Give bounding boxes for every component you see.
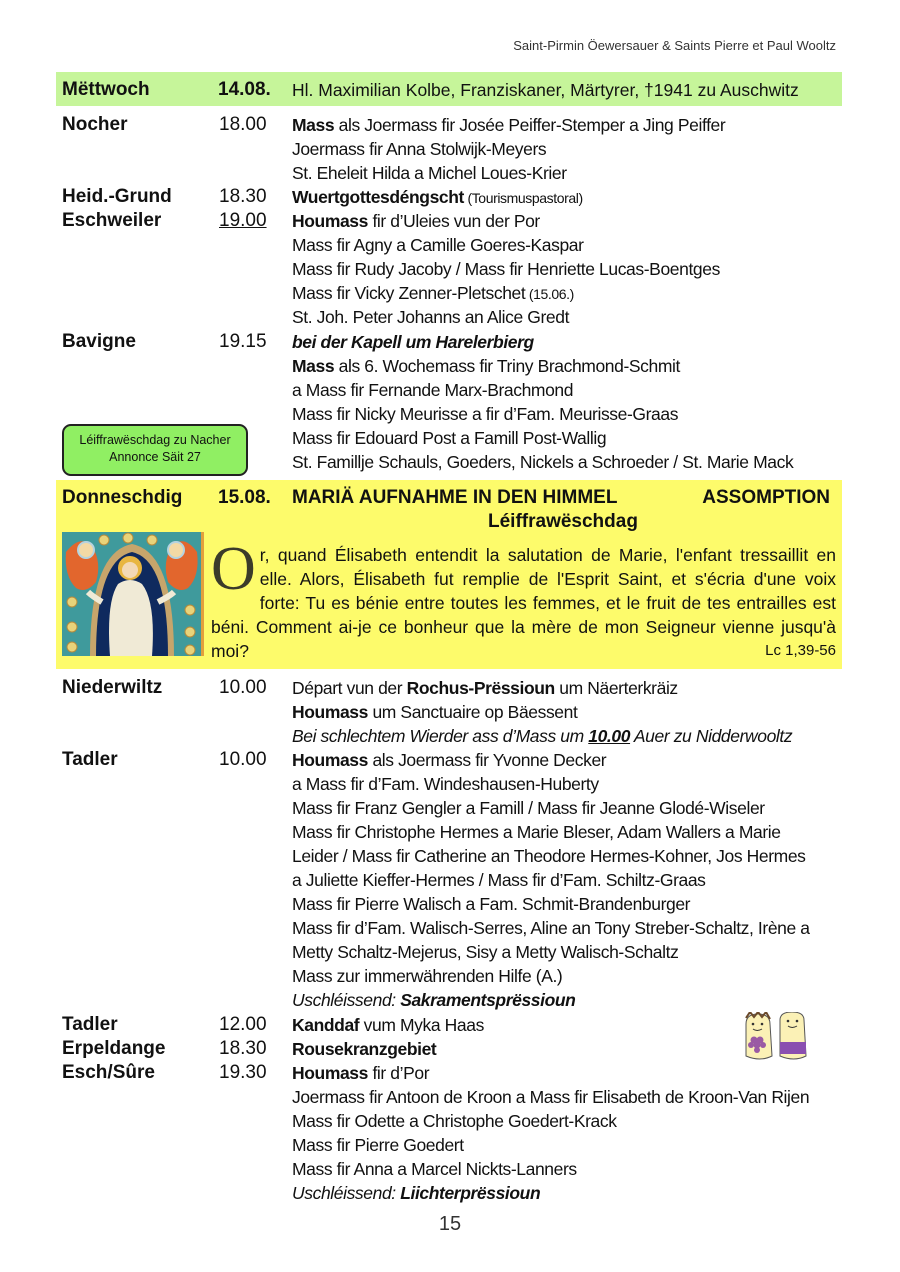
intention-text: Mass fir Christophe Hermes a Marie Bleser, Adam Wallers a Marie	[292, 822, 781, 842]
entry-time: 10.00	[219, 677, 267, 698]
entry-time: 12.00	[219, 1014, 267, 1035]
entry-intentions	[292, 748, 852, 1012]
day-date: 14.08.	[218, 79, 271, 100]
intention-line	[292, 233, 852, 257]
entry-place: Nocher	[62, 114, 128, 135]
intention-text: a Mass fir d’Fam. Windeshausen-Huberty	[292, 774, 599, 794]
assumption-icon-painting	[62, 532, 204, 656]
intention-line	[292, 964, 852, 988]
intention-text: fir d’Uleies vun der Por	[367, 211, 540, 231]
intention-line	[292, 892, 852, 916]
intention-line	[292, 1133, 852, 1157]
intention-line	[292, 772, 852, 796]
intention-line	[292, 1109, 852, 1133]
intention-text: a Juliette Kieffer-Hermes / Mass fir d’Fam. Schiltz-Graas	[292, 870, 706, 890]
day-name: Mëttwoch	[62, 79, 150, 100]
intention-bold: Houmass	[292, 1063, 368, 1083]
intention-line	[292, 796, 852, 820]
intention-italic: Uschléissend:	[292, 1183, 401, 1203]
intention-text: St. Eheleit Hilda a Michel Loues-Krier	[292, 163, 567, 183]
intention-text: Joermass fir Antoon de Kroon a Mass fir Elisabeth de Kroon-Van Rijen	[292, 1087, 810, 1107]
intention-line	[292, 988, 852, 1012]
entry-place: Bavigne	[62, 331, 136, 352]
intention-bold: Houmass	[292, 702, 368, 722]
intention-line	[292, 354, 852, 378]
entry-place: Erpeldange	[62, 1038, 166, 1059]
intention-text: Mass fir Pierre Walisch a Fam. Schmit-Brandenburger	[292, 894, 691, 914]
intention-text: Départ vun der	[292, 678, 407, 698]
day-date: 15.08.	[218, 487, 271, 508]
intention-line	[292, 330, 852, 354]
entry-time: 19.30	[219, 1062, 267, 1083]
entry-time: 18.00	[219, 114, 267, 135]
intention-line	[292, 137, 852, 161]
entry-place: Eschweiler	[62, 210, 162, 231]
entry-time: 19.00	[219, 210, 267, 231]
intention-bold: Rochus-Prëssioun	[406, 678, 555, 698]
intention-bold: Rousekranzgebiet	[292, 1039, 437, 1059]
entry-time: 18.30	[219, 1038, 267, 1059]
mascot-children-icon	[740, 1012, 814, 1062]
intention-line	[292, 820, 852, 844]
quote-text: r, quand Élisabeth entendit la salutation de Marie, l'enfant tressaillit en elle. Alors, Élisabeth fut remplie de l'Esprit Saint, et s'écria d'une voix forte: Tu es bénie entre toutes les femmes, et le fruit de tes entrailles est béni. Comment ai-je ce bonheur que la mère de mon Seigneur vienne jusqu'à moi?	[211, 545, 836, 661]
entry-intentions	[292, 676, 852, 748]
intention-line	[292, 113, 852, 137]
intention-line	[292, 1181, 852, 1205]
entry-time: 18.30	[219, 186, 267, 207]
intention-italic2: Auer zu Nidderwooltz	[630, 726, 793, 746]
wednesday-day-bar	[56, 72, 842, 106]
intention-line	[292, 940, 852, 964]
intention-line	[292, 748, 852, 772]
intention-line	[292, 450, 852, 474]
intention-text: St. Famillje Schauls, Goeders, Nickels a Schroeder / St. Marie Mack	[292, 452, 794, 472]
intention-italic: Bei schlechtem Wierder ass d’Mass um	[292, 726, 589, 746]
entry-place: Tadler	[62, 749, 118, 770]
intention-text: Mass fir Edouard Post a Famill Post-Wallig	[292, 428, 607, 448]
intention-text: fir d’Por	[367, 1063, 430, 1083]
feast-label: Hl. Maximilian Kolbe, Franziskaner, Märtyrer, †1941 zu Auschwitz	[292, 80, 799, 100]
assumption-painting-icon	[62, 532, 201, 656]
intention-text: a Mass fir Fernande Marx-Brachmond	[292, 380, 574, 400]
intention-text: als Joermass fir Josée Peiffer-Stemper a Jing Peiffer	[334, 115, 726, 135]
intention-text: Metty Schaltz-Mejerus, Sisy a Metty Walisch-Schaltz	[292, 942, 679, 962]
entry-intentions	[292, 209, 852, 329]
intention-text: Mass fir Odette a Christophe Goedert-Krack	[292, 1111, 617, 1131]
intention-text: Mass fir Anna a Marcel Nickts-Lanners	[292, 1159, 577, 1179]
intention-line	[292, 844, 852, 868]
entry-place: Heid.-Grund	[62, 186, 172, 207]
intention-text: Mass fir Agny a Camille Goeres-Kaspar	[292, 235, 584, 255]
intention-text: Leider / Mass fir Catherine an Theodore Hermes-Kohner, Jos Hermes	[292, 846, 806, 866]
entry-intentions	[292, 1061, 852, 1205]
thursday-feast-block	[56, 480, 842, 669]
intention-text: Mass fir Pierre Goedert	[292, 1135, 464, 1155]
intention-line	[292, 378, 852, 402]
feast-title: MARIÄ AUFNAHME IN DEN HIMMEL	[292, 487, 618, 508]
intention-line	[292, 402, 852, 426]
feast-title-luxembourgish: Léiffrawëschdag	[488, 511, 638, 532]
intention-line	[292, 1157, 852, 1181]
intention-text: als 6. Wochemass fir Triny Brachmond-Schmit	[334, 356, 680, 376]
intention-text: St. Joh. Peter Johanns an Alice Gredt	[292, 307, 570, 327]
intention-bolditalic: bei der Kapell um Harelerbierg	[292, 332, 534, 352]
intention-text: vum Myka Haas	[359, 1015, 484, 1035]
mascot-figures	[740, 1012, 814, 1062]
intention-text: Mass fir d’Fam. Walisch-Serres, Aline an Tony Streber-Schaltz, Irène a	[292, 918, 810, 938]
parish-header-title: Saint-Pirmin Öewersauer & Saints Pierre et Paul Wooltz	[513, 38, 836, 53]
intention-line	[292, 916, 852, 940]
intention-line	[292, 305, 852, 329]
intention-bolditalic: Liichterprëssioun	[400, 1183, 541, 1203]
entry-place: Esch/Sûre	[62, 1062, 155, 1083]
announcement-callout	[62, 424, 248, 476]
intention-text: Mass fir Franz Gengler a Famill / Mass fir Jeanne Glodé-Wiseler	[292, 798, 765, 818]
intention-text: Mass fir Vicky Zenner-Pletschet	[292, 283, 526, 303]
entry-time: 10.00	[219, 749, 267, 770]
intention-bold: Houmass	[292, 211, 368, 231]
intention-bolditalic-u: 10.00	[588, 726, 631, 746]
gospel-quote	[211, 535, 836, 663]
callout-line-1: Léiffrawëschdag zu Nacher	[79, 433, 231, 447]
intention-small: (Tourismuspastoral)	[463, 190, 583, 206]
intention-text: als Joermass fir Yvonne Decker	[367, 750, 607, 770]
intention-line	[292, 724, 852, 748]
page-number: 15	[438, 1213, 462, 1235]
intention-text: Mass fir Rudy Jacoby / Mass fir Henriette Lucas-Boentges	[292, 259, 720, 279]
intention-line	[292, 676, 852, 700]
intention-small: (15.06.)	[525, 286, 574, 302]
intention-text2: um Näerterkräiz	[554, 678, 678, 698]
intention-text: um Sanctuaire op Bäessent	[367, 702, 578, 722]
callout-line-2: Annonce Säit 27	[109, 450, 201, 464]
intention-bold: Mass	[292, 115, 335, 135]
intention-text: Mass zur immerwährenden Hilfe (A.)	[292, 966, 563, 986]
intention-line	[292, 161, 852, 185]
entry-place: Niederwiltz	[62, 677, 163, 698]
intention-line	[292, 426, 852, 450]
drop-cap: O	[211, 535, 256, 603]
entry-intentions	[292, 113, 852, 185]
intention-line	[292, 868, 852, 892]
intention-line	[292, 281, 852, 305]
intention-line	[292, 1085, 852, 1109]
scripture-reference: Lc 1,39-56	[765, 642, 836, 659]
intention-line	[292, 185, 852, 209]
entry-time: 19.15	[219, 331, 267, 352]
intention-bold: Wuertgottesdéngscht	[292, 187, 464, 207]
intention-bolditalic: Sakramentsprëssioun	[400, 990, 576, 1010]
intention-line	[292, 209, 852, 233]
day-name: Donneschdig	[62, 487, 183, 508]
intention-line	[292, 700, 852, 724]
feast-title-french: ASSOMPTION	[702, 487, 830, 508]
intention-line	[292, 257, 852, 281]
entry-intentions	[292, 330, 852, 474]
entry-place: Tadler	[62, 1014, 118, 1035]
intention-text: Mass fir Nicky Meurisse a fir d’Fam. Meurisse-Graas	[292, 404, 679, 424]
intention-line	[292, 1061, 852, 1085]
intention-bold: Kanddaf	[292, 1015, 360, 1035]
intention-text: Joermass fir Anna Stolwijk-Meyers	[292, 139, 547, 159]
intention-bold: Houmass	[292, 750, 368, 770]
intention-bold: Mass	[292, 356, 335, 376]
entry-intentions	[292, 185, 852, 209]
intention-italic: Uschléissend:	[292, 990, 401, 1010]
